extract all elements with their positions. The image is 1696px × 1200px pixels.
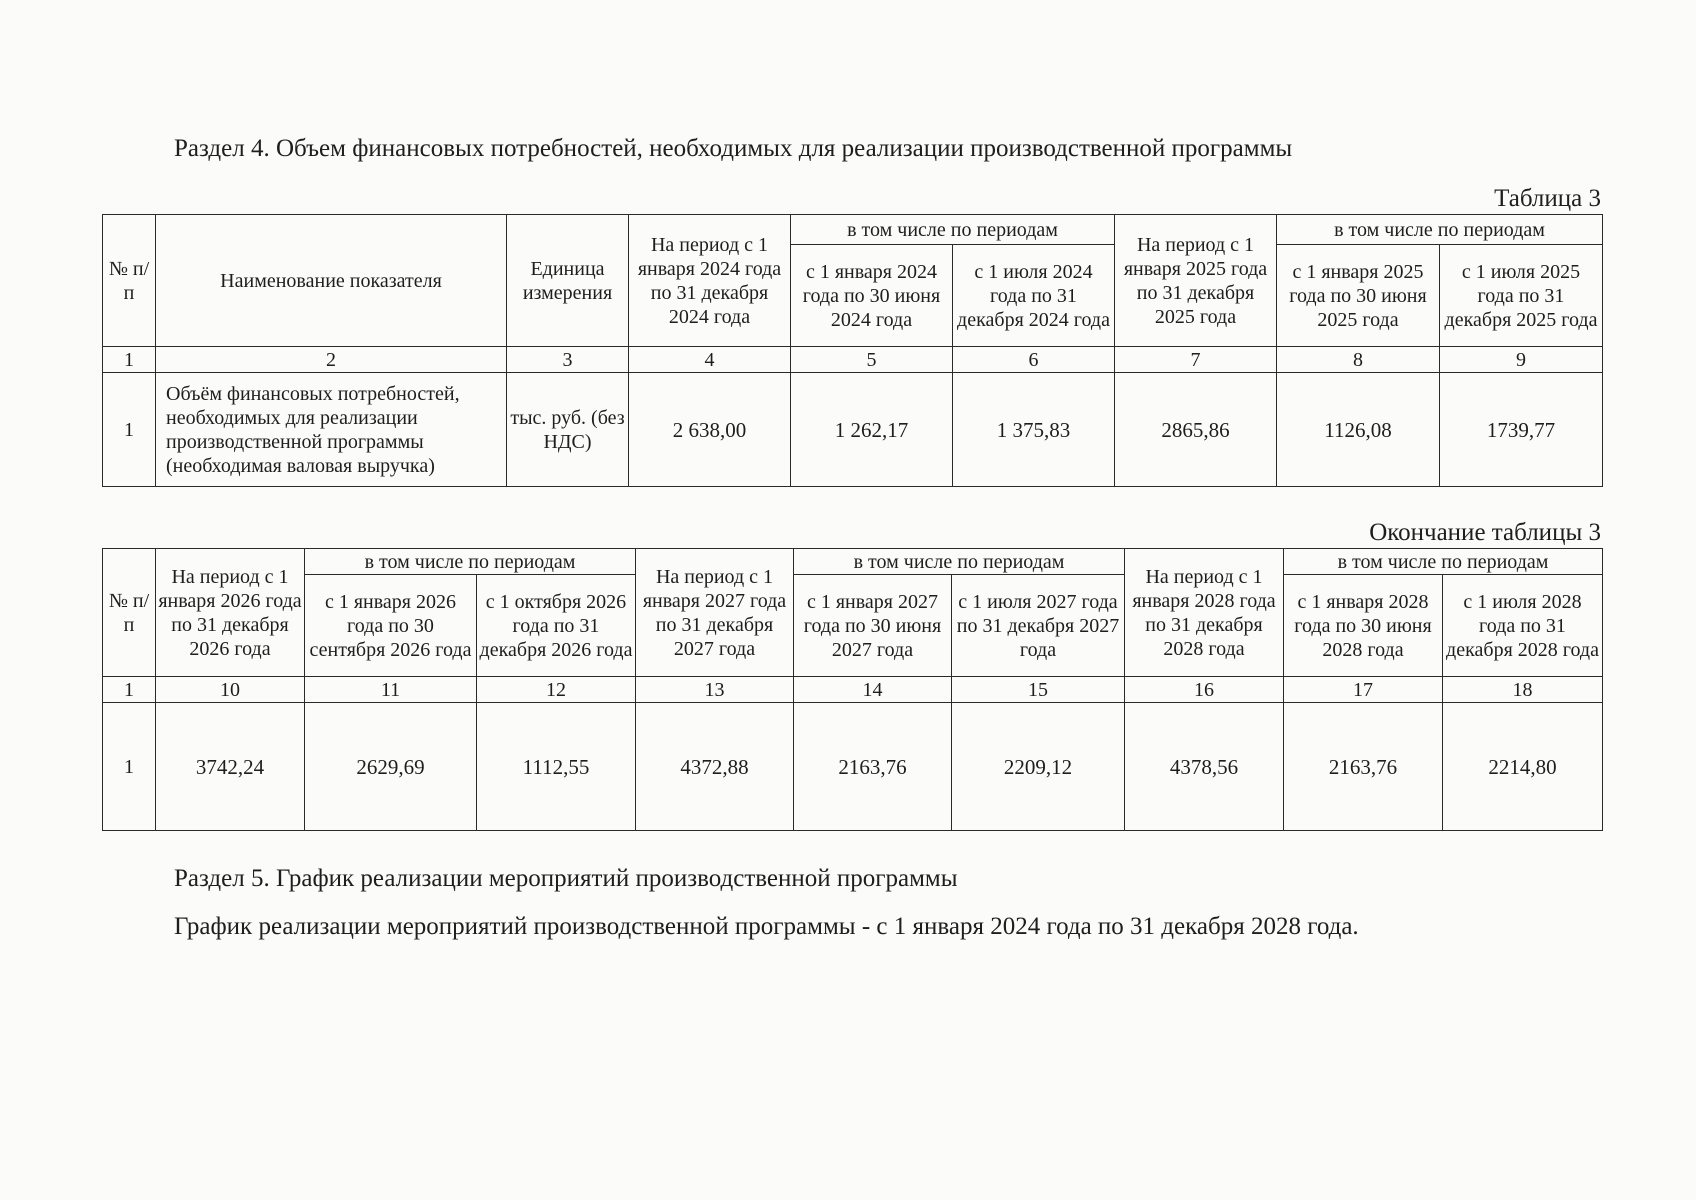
value-2026-part-a: 2629,69 [305, 703, 477, 831]
column-number: 17 [1284, 677, 1443, 703]
header-including-2028: в том числе по периодам [1284, 549, 1603, 575]
section4-title: Раздел 4. Объем финансовых потребностей, необходимых для реализации производственной программы [174, 135, 1293, 162]
value-period-2025: 2865,86 [1115, 373, 1277, 487]
value-2027-part-b: 2209,12 [952, 703, 1125, 831]
header-including-2027: в том числе по периодам [794, 549, 1125, 575]
header-including-2025: в том числе по периодам [1277, 215, 1603, 245]
section5-title: Раздел 5. График реализации мероприятий производственной программы [174, 865, 958, 892]
column-number: 18 [1443, 677, 1603, 703]
header-2024-first-half: с 1 января 2024 года по 30 июня 2024 года [791, 245, 953, 347]
value-period-2028: 4378,56 [1125, 703, 1284, 831]
header-period-2028: На период с 1 января 2028 года по 31 декабря 2028 года [1125, 549, 1284, 677]
header-period-2025: На период с 1 января 2025 года по 31 декабря 2025 года [1115, 215, 1277, 347]
header-including-2024: в том числе по периодам [791, 215, 1115, 245]
column-number: 6 [953, 347, 1115, 373]
column-number: 8 [1277, 347, 1440, 373]
header-2028-part-a: с 1 января 2028 года по 30 июня 2028 года [1284, 575, 1443, 677]
header-row-number: № п/п [103, 549, 156, 677]
value-2024-first-half: 1 262,17 [791, 373, 953, 487]
row-number: 1 [103, 703, 156, 831]
unit-value: тыс. руб. (без НДС) [507, 373, 629, 487]
value-period-2027: 4372,88 [636, 703, 794, 831]
value-2025-second-half: 1739,77 [1440, 373, 1603, 487]
header-2026-part-a: с 1 января 2026 года по 30 сентября 2026 года [305, 575, 477, 677]
value-2025-first-half: 1126,08 [1277, 373, 1440, 487]
column-number: 1 [103, 347, 156, 373]
column-number: 2 [156, 347, 507, 373]
financial-needs-table [102, 214, 1603, 487]
column-number: 5 [791, 347, 953, 373]
header-row-number: № п/п [103, 215, 156, 347]
header-period-2027: На период с 1 января 2027 года по 31 декабря 2027 года [636, 549, 794, 677]
table1-caption: Таблица 3 [1494, 185, 1601, 212]
header-2028-part-b: с 1 июля 2028 года по 31 декабря 2028 года [1443, 575, 1603, 677]
header-2026-part-b: с 1 октября 2026 года по 31 декабря 2026 года [477, 575, 636, 677]
section5-text: График реализации мероприятий производственной программы - с 1 января 2024 года по 31 декабря 2028 года. [174, 913, 1359, 940]
column-number: 4 [629, 347, 791, 373]
column-number: 10 [156, 677, 305, 703]
column-number: 3 [507, 347, 629, 373]
header-2027-part-a: с 1 января 2027 года по 30 июня 2027 года [794, 575, 952, 677]
column-number: 7 [1115, 347, 1277, 373]
column-number: 1 [103, 677, 156, 703]
value-2028-part-b: 2214,80 [1443, 703, 1603, 831]
value-period-2024: 2 638,00 [629, 373, 791, 487]
header-period-2026: На период с 1 января 2026 года по 31 декабря 2026 года [156, 549, 305, 677]
column-number: 12 [477, 677, 636, 703]
row-number: 1 [103, 373, 156, 487]
indicator-name: Объём финансовых потребностей, необходимых для реализации производственной программы (необходимая валовая выручка) [156, 373, 507, 487]
header-unit: Единица измерения [507, 215, 629, 347]
column-number: 16 [1125, 677, 1284, 703]
value-2026-part-b: 1112,55 [477, 703, 636, 831]
header-2025-first-half: с 1 января 2025 года по 30 июня 2025 года [1277, 245, 1440, 347]
header-2025-second-half: с 1 июля 2025 года по 31 декабря 2025 года [1440, 245, 1603, 347]
value-2028-part-a: 2163,76 [1284, 703, 1443, 831]
value-2027-part-a: 2163,76 [794, 703, 952, 831]
column-number: 9 [1440, 347, 1603, 373]
column-number: 13 [636, 677, 794, 703]
value-period-2026: 3742,24 [156, 703, 305, 831]
header-indicator-name: Наименование показателя [156, 215, 507, 347]
header-period-2024: На период с 1 января 2024 года по 31 декабря 2024 года [629, 215, 791, 347]
financial-needs-table-continued [102, 548, 1603, 831]
column-number: 14 [794, 677, 952, 703]
column-number: 15 [952, 677, 1125, 703]
column-number: 11 [305, 677, 477, 703]
header-including-2026: в том числе по периодам [305, 549, 636, 575]
table2-caption: Окончание таблицы 3 [1369, 519, 1601, 546]
value-2024-second-half: 1 375,83 [953, 373, 1115, 487]
header-2027-part-b: с 1 июля 2027 года по 31 декабря 2027 года [952, 575, 1125, 677]
header-2024-second-half: с 1 июля 2024 года по 31 декабря 2024 года [953, 245, 1115, 347]
